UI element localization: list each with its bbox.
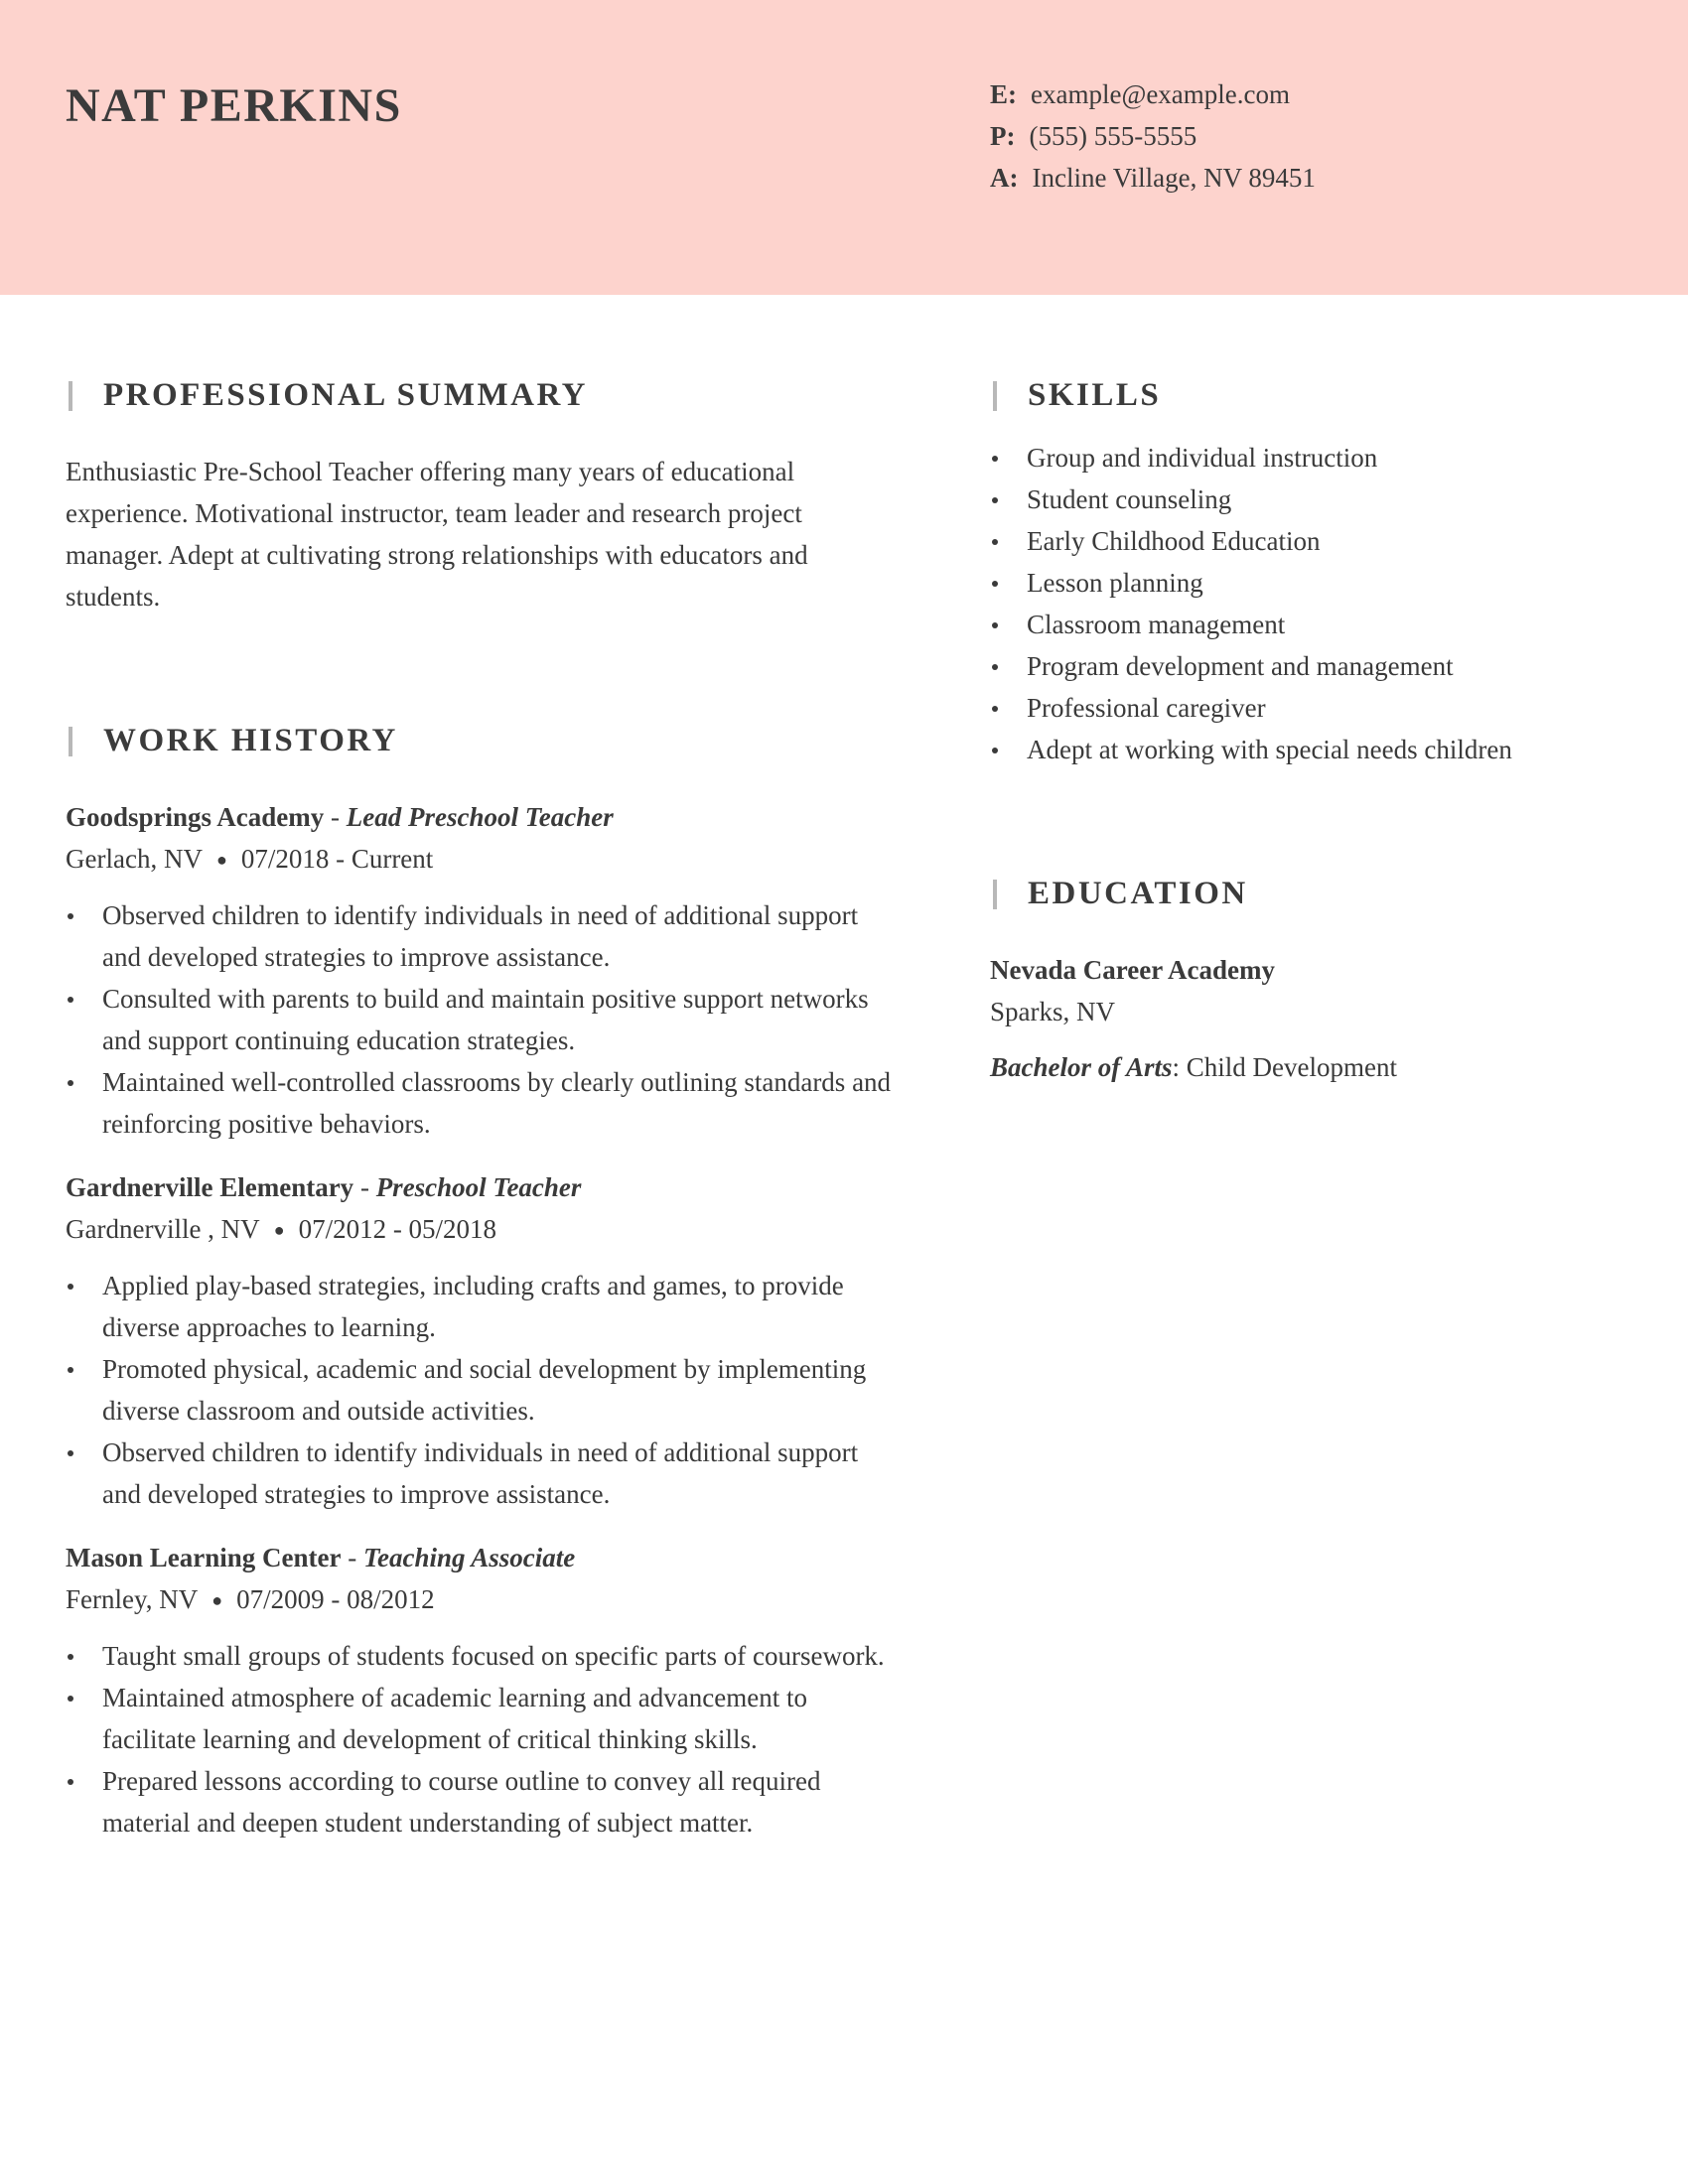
education-entry [990,949,1625,1088]
contact-email-row [990,73,1316,115]
education-degree: Bachelor of Arts [990,1052,1173,1082]
job-dates: 07/2012 - 05/2018 [298,1214,497,1244]
skill-item: Group and individual instruction [990,437,1625,478]
work-history-heading-text: WORK HISTORY [103,723,398,758]
contact-phone-label: P: [990,121,1016,151]
section-accent-bar [993,880,997,909]
education-field: Child Development [1186,1052,1397,1082]
contact-address-label: A: [990,163,1019,193]
summary-text: Enthusiastic Pre-School Teacher offering many years of educational experience. Motivational instructor, team leader and research project manager. Adept at cultivating strong relationships with educators and students. [66,457,808,612]
contact-address-value: Incline Village, NV 89451 [1032,163,1316,193]
job-company: Gardnerville Elementary [66,1172,354,1202]
summary-heading [66,367,900,423]
header-band [0,0,1688,295]
contact-phone-value: (555) 555-5555 [1029,121,1197,151]
right-column [990,367,1625,1088]
skills-list [990,437,1625,770]
job-role: Preschool Teacher [375,1172,582,1202]
job-duty: Maintained well-controlled classrooms by clearly outlining standards and reinforcing positive behaviors. [66,1061,900,1145]
job-separator: - [324,802,347,832]
education-degree-separator: : [1172,1052,1187,1082]
skill-item: Lesson planning [990,562,1625,604]
education-degree-line [990,1046,1625,1088]
job-separator: - [353,1172,376,1202]
job-duty: Taught small groups of students focused on specific parts of coursework. [66,1635,900,1677]
section-accent-bar [69,381,72,411]
education-school: Nevada Career Academy [990,955,1275,985]
job-location: Fernley, NV [66,1584,199,1614]
skill-item: Early Childhood Education [990,520,1625,562]
job-header [66,796,900,838]
job-duty: Observed children to identify individuals in need of additional support and developed strategies to improve assistance. [66,1432,900,1515]
job-duty: Consulted with parents to build and maintain positive support networks and support continuing education strategies. [66,978,900,1061]
job-dates: 07/2009 - 08/2012 [236,1584,435,1614]
job-company: Goodsprings Academy [66,802,325,832]
job-duty: Applied play-based strategies, including crafts and games, to provide diverse approaches to learning. [66,1265,900,1348]
education-heading [990,866,1625,921]
job-duties [66,1635,900,1843]
job-duties [66,894,900,1145]
skill-item: Adept at working with special needs children [990,729,1625,770]
job-meta [66,1578,900,1621]
job-header [66,1537,900,1578]
left-column [66,367,900,1843]
job-separator: - [341,1543,363,1572]
job-duty: Observed children to identify individuals in need of additional support and developed strategies to improve assistance. [66,894,900,978]
skills-heading [990,367,1625,423]
job-header [66,1166,900,1208]
job-duties [66,1265,900,1515]
education-heading-text: EDUCATION [1028,876,1248,911]
job-dates: 07/2018 - Current [240,844,434,874]
skills-heading-text: SKILLS [1028,377,1162,413]
skill-item: Professional caregiver [990,687,1625,729]
contact-email-label: E: [990,79,1017,109]
job-location: Gardnerville , NV [66,1214,260,1244]
section-accent-bar [993,381,997,411]
contact-address-row [990,157,1316,199]
bullet-dot-icon: ● [273,1220,285,1240]
job-entry [66,1537,900,1843]
skill-item: Program development and management [990,645,1625,687]
section-accent-bar [69,727,72,756]
job-meta [66,838,900,881]
work-history-heading [66,713,900,768]
job-meta [66,1208,900,1251]
job-location: Gerlach, NV [66,844,203,874]
job-duty: Maintained atmosphere of academic learning and advancement to facilitate learning and development of critical thinking skills. [66,1677,900,1760]
bullet-dot-icon: ● [215,850,227,870]
skill-item: Classroom management [990,604,1625,645]
job-entry [66,1166,900,1515]
job-company: Mason Learning Center [66,1543,342,1572]
candidate-name: NAT PERKINS [66,79,402,132]
job-duty: Promoted physical, academic and social development by implementing diverse classroom and outside activities. [66,1348,900,1432]
job-entry [66,796,900,1145]
job-role: Lead Preschool Teacher [346,802,614,832]
skill-item: Student counseling [990,478,1625,520]
job-role: Teaching Associate [362,1543,576,1572]
job-duty: Prepared lessons according to course outline to convey all required material and deepen student understanding of subject matter. [66,1760,900,1843]
education-location: Sparks, NV [990,997,1115,1026]
contact-info [990,73,1316,199]
summary-heading-text: PROFESSIONAL SUMMARY [103,377,588,413]
bullet-dot-icon: ● [211,1590,223,1610]
contact-phone-row [990,115,1316,157]
contact-email-value: example@example.com [1031,79,1291,109]
